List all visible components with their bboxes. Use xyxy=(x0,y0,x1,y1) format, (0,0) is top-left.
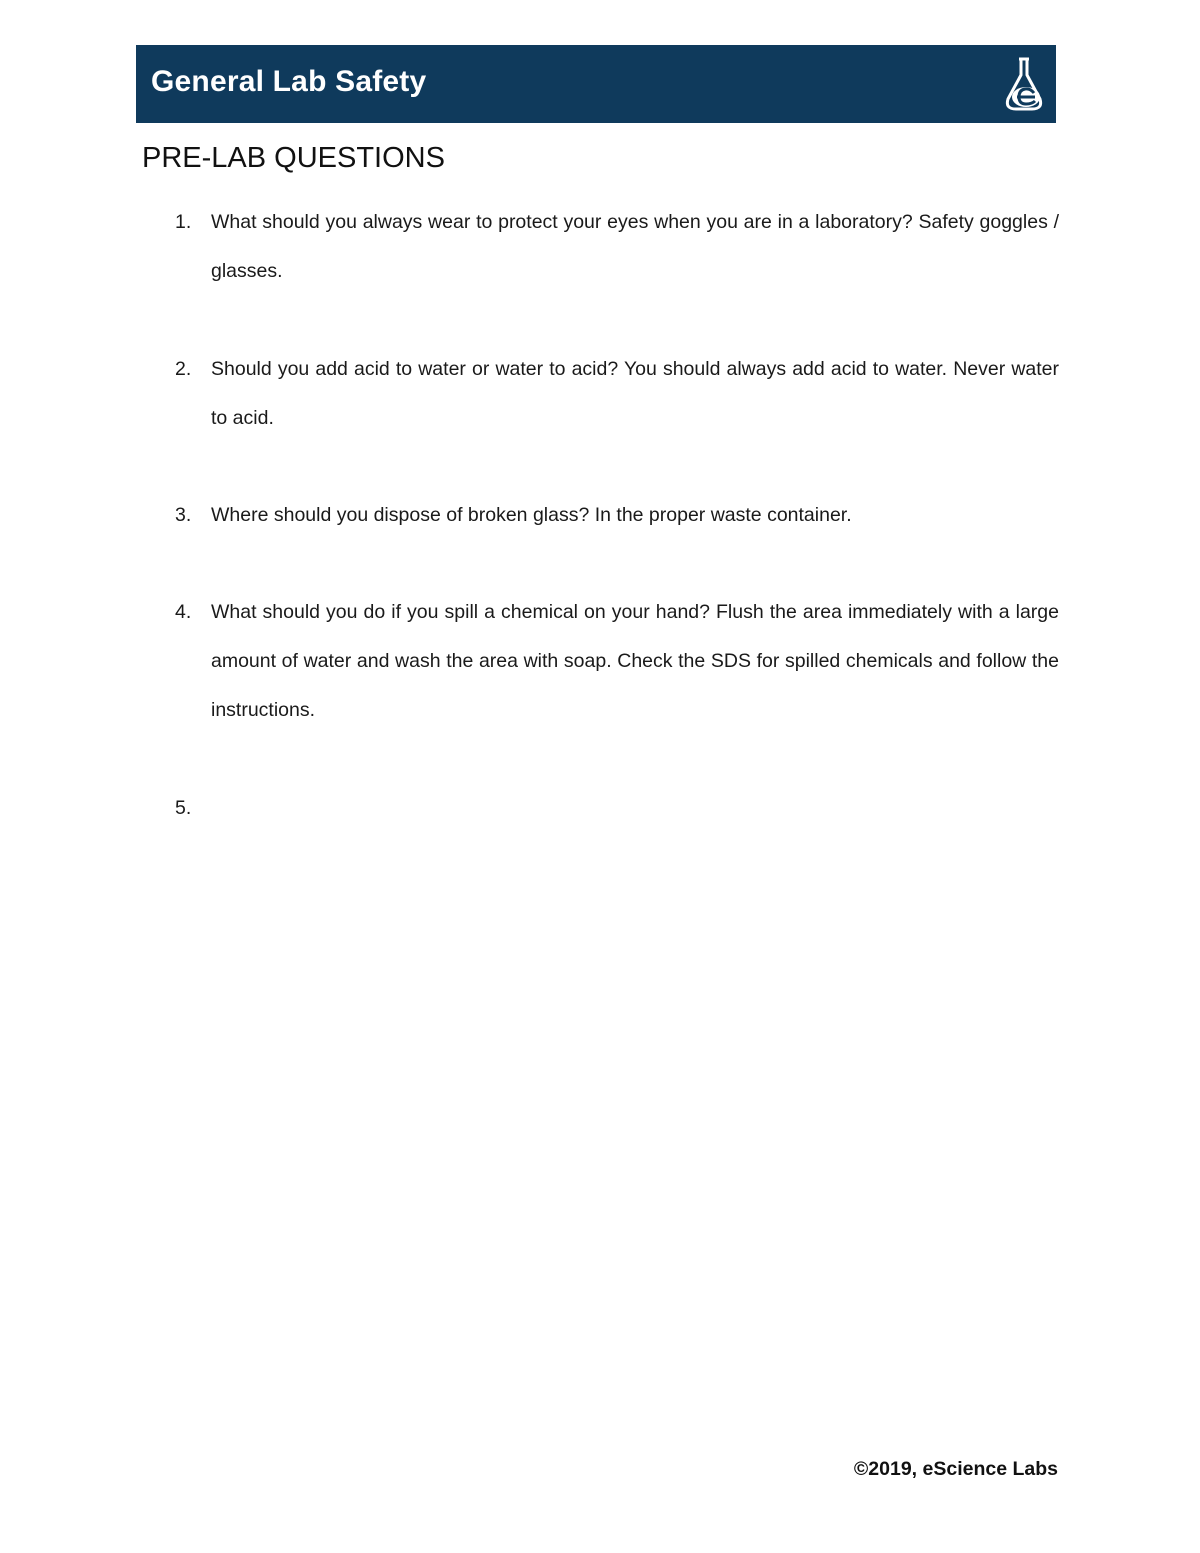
question-number: 2. xyxy=(175,358,192,380)
question-text: Should you add acid to water or water to acid? You should always add acid to water. Never water to acid. xyxy=(211,358,1059,429)
header-bar xyxy=(136,45,1056,123)
copyright-footer: ©2019, eScience Labs xyxy=(853,1458,1058,1480)
question-item-4 xyxy=(175,588,1059,735)
question-number: 4. xyxy=(175,601,192,623)
question-number: 5. xyxy=(175,797,192,819)
question-number: 3. xyxy=(175,504,192,526)
question-item-3 xyxy=(175,491,1059,540)
question-item-2 xyxy=(175,345,1059,443)
page-title: General Lab Safety xyxy=(151,65,427,98)
question-number: 1. xyxy=(175,211,192,233)
flask-e-icon xyxy=(1000,53,1048,115)
question-item-1 xyxy=(175,198,1059,296)
question-text: What should you do if you spill a chemical on your hand? Flush the area immediately with a large amount of water and wash the area with soap. Check the SDS for spilled chemicals and follow the instructions. xyxy=(211,601,1059,721)
question-text: Where should you dispose of broken glass? In the proper waste container. xyxy=(211,504,852,526)
question-text: What should you always wear to protect your eyes when you are in a laboratory? Safety goggles / glasses. xyxy=(211,211,1059,282)
section-title: PRE-LAB QUESTIONS xyxy=(142,142,445,174)
